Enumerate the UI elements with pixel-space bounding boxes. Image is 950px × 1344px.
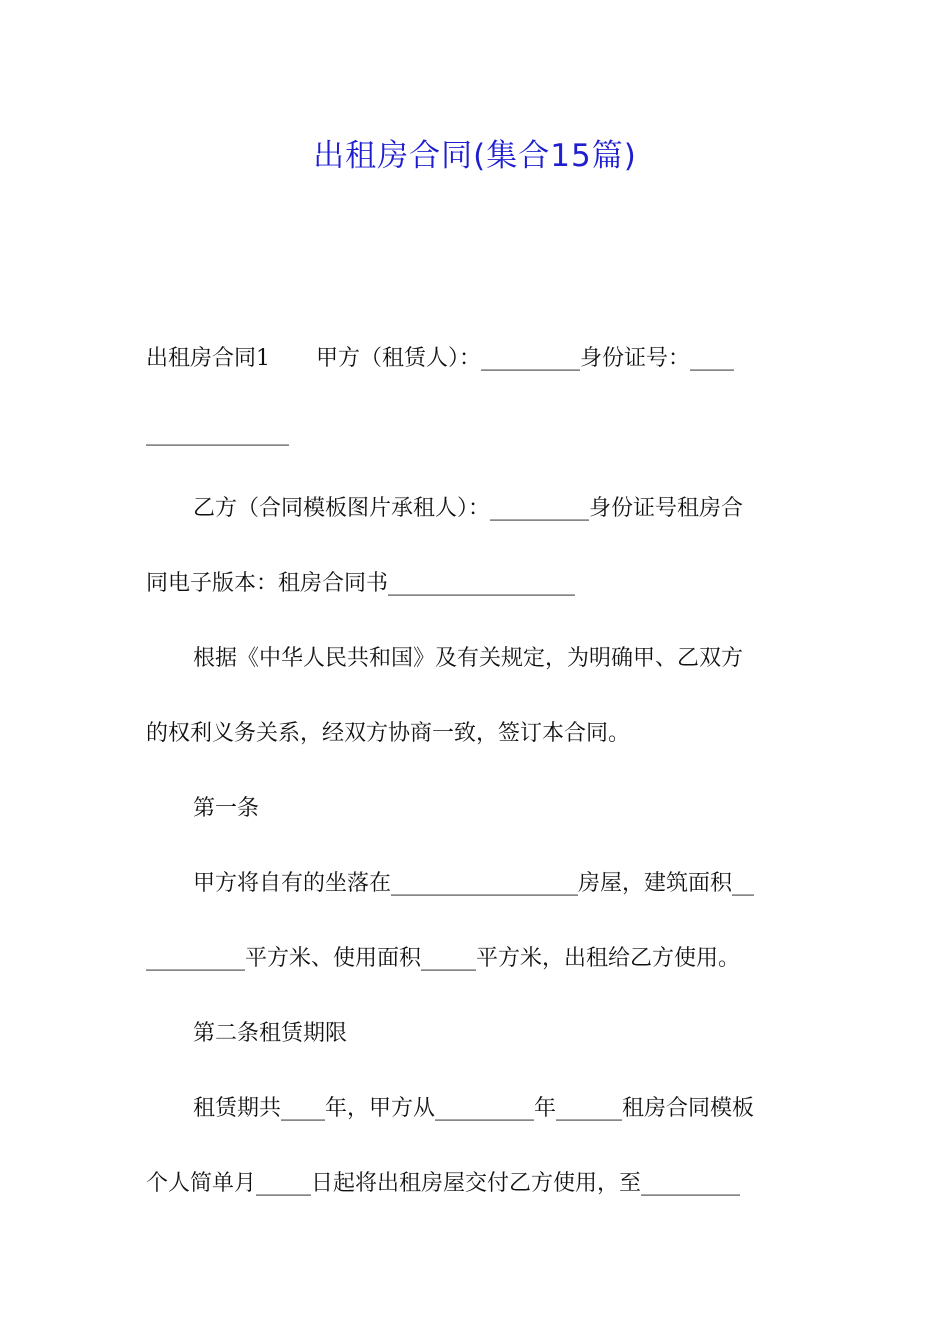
paragraph-line: 乙方（合同模板图片承租人）：_________身份证号租房合 — [193, 496, 744, 521]
paragraph-line — [146, 344, 806, 374]
paragraph-line: 个人简单月_____日起将出租房屋交付乙方使用，至_________ — [146, 1171, 741, 1196]
paragraph-line: _________平方米、使用面积_____平方米，出租给乙方使用。 — [146, 946, 741, 971]
paragraph-line: 的权利义务关系，经双方协商一致，签订本合同。 — [146, 721, 631, 746]
paragraph-line: 甲方将自有的坐落在_________________房屋，建筑面积__ — [193, 871, 755, 896]
article-heading: 第一条 — [193, 796, 260, 821]
paragraph-line: 同电子版本：租房合同书_________________ — [146, 571, 576, 596]
paragraph-line: _____________ — [146, 421, 289, 446]
article-heading: 第二条租赁期限 — [193, 1021, 348, 1046]
document-title: 出租房合同(集合15篇) — [313, 138, 637, 174]
paragraph-line: 根据《中华人民共和国》及有关规定，为明确甲、乙双方 — [193, 646, 744, 671]
paragraph-line: 租赁期共____年，甲方从_________年______租房合同模板 — [193, 1096, 755, 1121]
party-a-text: 甲方（租赁人）：_________身份证号：____ — [316, 346, 735, 371]
contract-heading: 出租房合同1 — [146, 346, 270, 371]
